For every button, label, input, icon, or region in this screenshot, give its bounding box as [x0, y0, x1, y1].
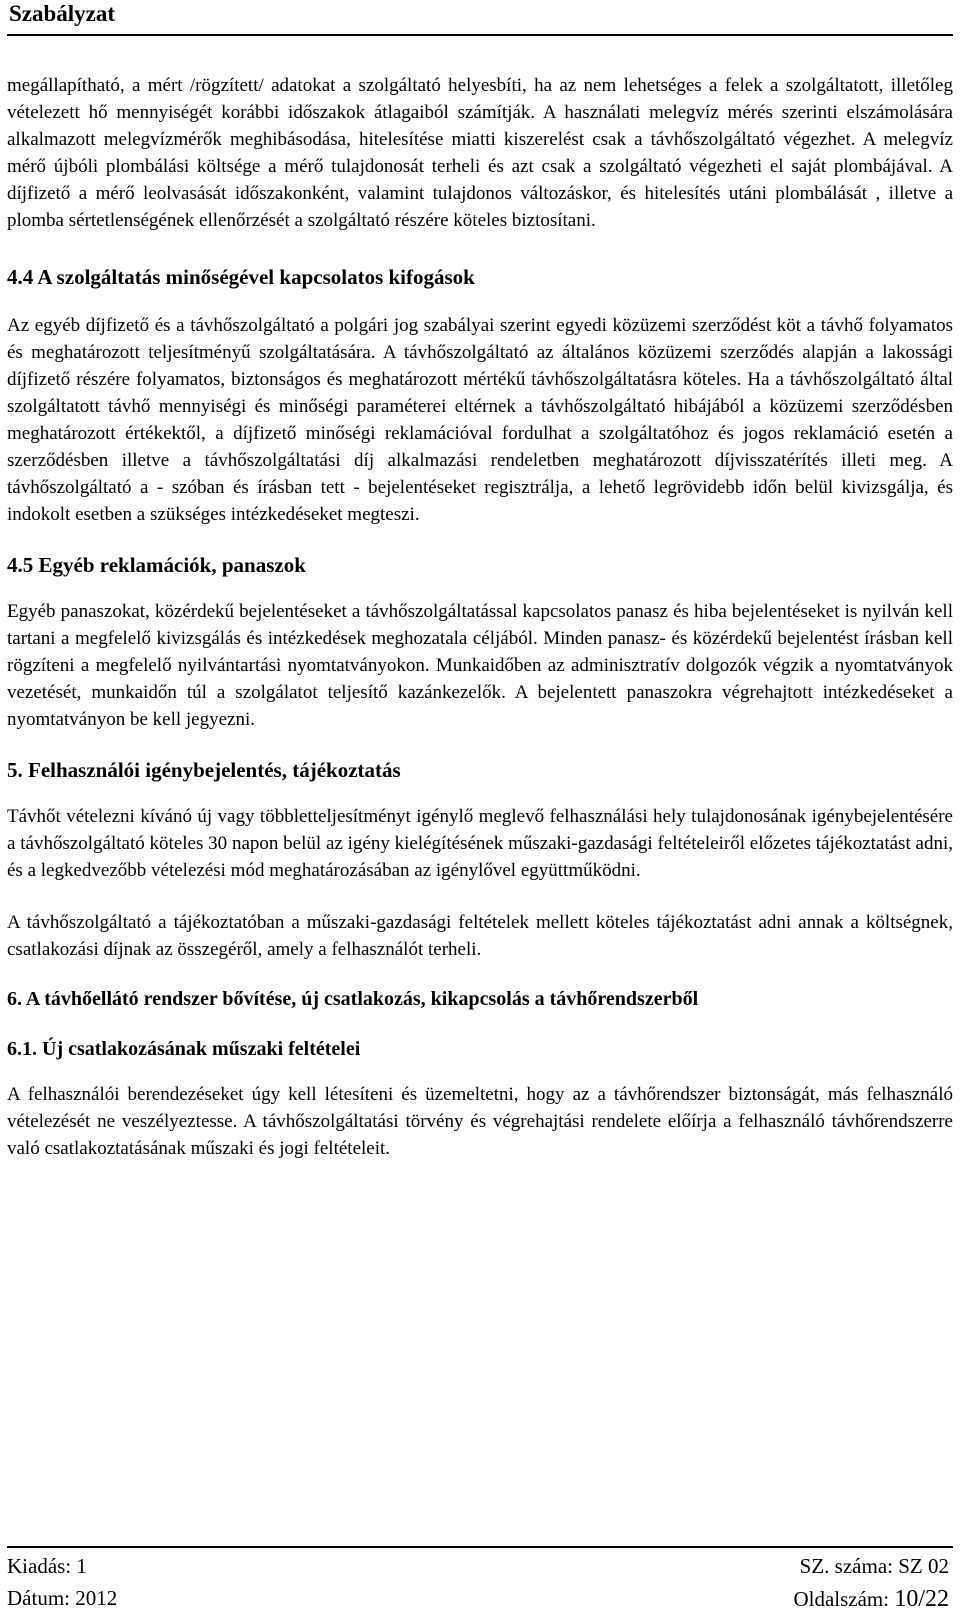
- paragraph: Az egyéb díjfizető és a távhőszolgáltató a polgári jog szabályai szerint egyedi közüzemi szerződést köt a távhő folyamatos és meghatározott teljesítményű szolgáltatására. A távhőszolgáltató az általános közüzemi szerződés alapján a lakossági díjfizető részére folyamatos, biztonságos és meghatározott mértékű távhőszolgáltatásra köteles. Ha a távhőszolgáltató által szolgáltatott távhő mennyiségi és minőségi paraméterei eltérnek a távhőszolgáltató hibájából a közüzemi szerződésben meghatározott értékektől, a díjfizető minőségi reklamációval fordulhat a szolgáltatóhoz és jogos reklamáció esetén a szerződésben illetve a távhőszolgáltatási díj alkalmazási rendeletben meghatározott díjvisszatérítés illeti meg. A távhőszolgáltató a - szóban és írásban tett - bejelentéseket regisztrálja, a lehető legrövidebb időn belül kivizsgálja, és indokolt esetben a szükséges intézkedéseket megteszi.: [7, 315, 953, 525]
- paragraph: A távhőszolgáltató a tájékoztatóban a műszaki-gazdasági feltételek mellett köteles tájékoztatást adni annak a költségnek, csatlakozási díjnak az összegéről, amely a felhasználót terheli.: [7, 912, 953, 960]
- page-number-label: Oldalszám:: [793, 1587, 890, 1611]
- page-header: [7, 0, 953, 36]
- section-heading-6: 6. A távhőellátó rendszer bővítése, új csatlakozás, kikapcsolás a távhőrendszerből: [7, 988, 699, 1010]
- paragraph: A felhasználói berendezéseket úgy kell létesíteni és üzemeltetni, hogy az a távhőrendszer biztonságát, más felhasználó vételezését ne veszélyeztesse. A távhőszolgáltatási törvény és végrehajtási rendelete előírja a felhasználó távhőrendszerre való csatlakoztatásának műszaki és jogi feltételeit.: [7, 1084, 953, 1159]
- edition-label: Kiadás: 1: [7, 1554, 87, 1578]
- page-number: [793, 1586, 949, 1613]
- date-label: Dátum: 2012: [7, 1586, 118, 1610]
- paragraph: Távhőt vételezni kívánó új vagy többletteljesítményt igénylő meglevő felhasználási hely tulajdonosának igénybejelentésére a távhőszolgáltató köteles 30 napon belül az igény kielégítésének műszaki-gazdasági feltételeiről előzetes tájékoztatást adni, és a legkedvezőbb vételezési mód meghatározásában az igénylővel együttműködni.: [7, 806, 953, 881]
- page-number-value: 10/22: [894, 1586, 949, 1612]
- paragraph: Egyéb panaszokat, közérdekű bejelentéseket a távhőszolgáltatással kapcsolatos panasz és hiba bejelentéseket is nyilván kell tartani a megfelelő kivizsgálás és intézkedések meghozatala céljából. Minden panasz- és közérdekű bejelentést írásban kell rögzíteni a megfelelő nyilvántartási nyomtatványokon. Munkaidőben az adminisztratív dolgozók végzik a nyomtatványok vezetését, munkaidőn túl a szolgálatot teljesítő kazánkezelők. A bejelentett panaszokra végrehajtott intézkedéseket a nyomtatványon be kell jegyezni.: [7, 601, 953, 730]
- section-heading-6-1: 6.1. Új csatlakozásának műszaki feltételei: [7, 1038, 361, 1060]
- footer-row: [7, 1554, 953, 1584]
- document-body: [7, 72, 953, 1162]
- section-heading-4-4: 4.4 A szolgáltatás minőségével kapcsolatos kifogások: [7, 265, 475, 289]
- header-title: Szabályzat: [9, 1, 116, 26]
- footer-row: [7, 1586, 953, 1616]
- paragraph: megállapítható, a mért /rögzített/ adatokat a szolgáltató helyesbíti, ha az nem lehetséges a felek a szolgáltatott, illetőleg vételezett hő mennyiségét korábbi időszakok átlagaiból számítják. A használati melegvíz mérés szerinti elszámolására alkalmazott melegvízmérők meghibásodása, hitelesítése miatti kiszerelést csak a távhőszolgáltató végezhet. A melegvíz mérő újbóli plombálási költsége a mérő tulajdonosát terheli és azt csak a szolgáltató végezheti el saját plombájával. A díjfizető a mérő leolvasását időszakonként, valamint tulajdonos változáskor, és hitelesítés utáni plombálását , illetve a plomba sértetlenségének ellenőrzését a szolgáltató részére köteles biztosítani.: [7, 75, 953, 231]
- sz-number-label: SZ. száma: SZ 02: [799, 1554, 949, 1578]
- section-heading-4-5: 4.5 Egyéb reklamációk, panaszok: [7, 553, 306, 577]
- section-heading-5: 5. Felhasználói igénybejelentés, tájékoztatás: [7, 758, 401, 782]
- page-footer: [7, 1546, 953, 1620]
